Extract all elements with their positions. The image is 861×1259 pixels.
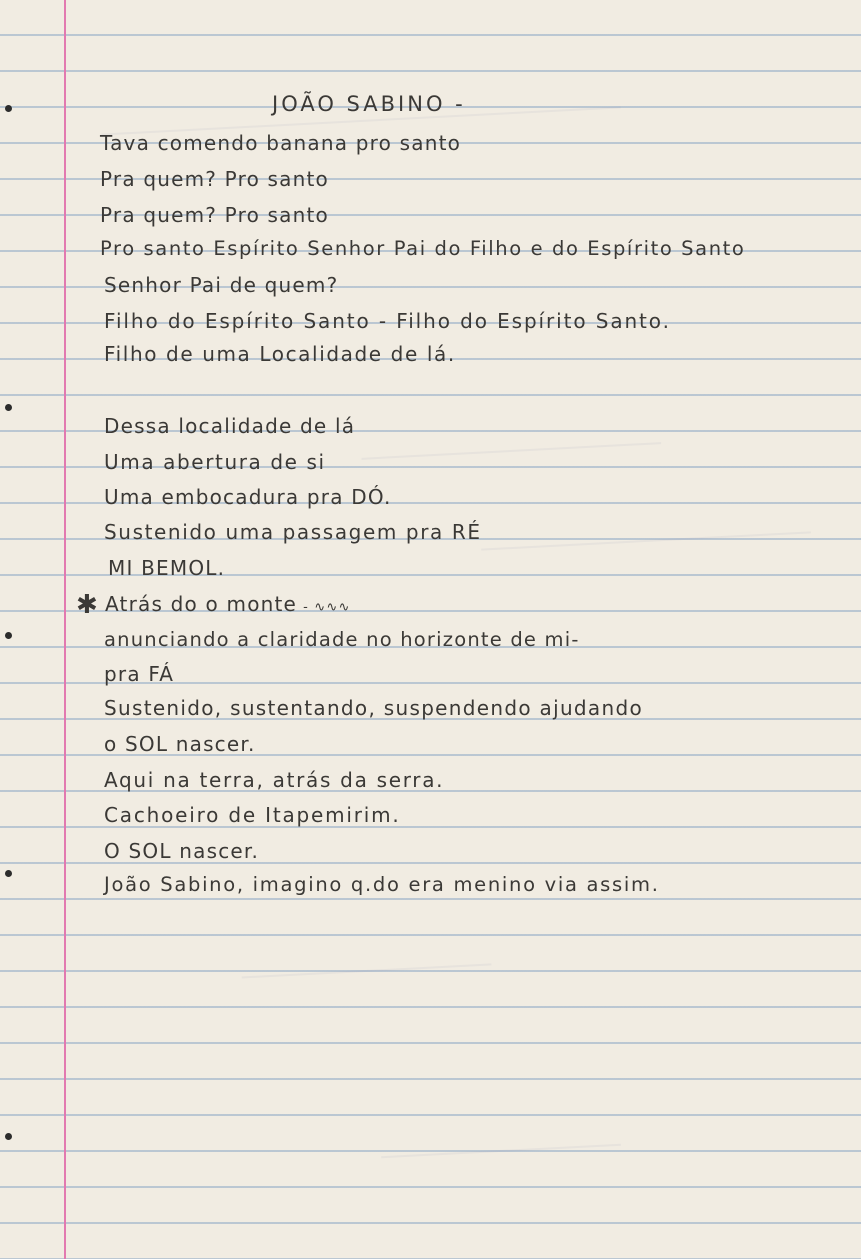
bleed-through-texture bbox=[479, 491, 811, 550]
manuscript-line: Uma embocadura pra DÓ. bbox=[104, 485, 392, 509]
manuscript-line: Sustenido uma passagem pra RÉ bbox=[104, 520, 482, 544]
manuscript-line: MI BEMOL. bbox=[108, 556, 226, 580]
manuscript-line: Tava comendo banana pro santo bbox=[100, 131, 462, 155]
manuscript-line: Aqui na terra, atrás da serra. bbox=[104, 768, 445, 792]
manuscript-line: O SOL nascer. bbox=[104, 839, 260, 863]
page-title: JOÃO SABINO - bbox=[272, 92, 466, 116]
binder-hole bbox=[5, 404, 12, 411]
manuscript-line: Sustenido, sustentando, suspendendo ajudando bbox=[104, 696, 643, 720]
manuscript-line-marked bbox=[76, 591, 351, 620]
manuscript-line: Filho de uma Localidade de lá. bbox=[104, 342, 456, 366]
manuscript-line: Pra quem? Pro santo bbox=[100, 167, 329, 191]
manuscript-line: pra FÁ bbox=[104, 662, 175, 686]
manuscript-line: Dessa localidade de lá bbox=[104, 414, 356, 438]
manuscript-line: Cachoeiro de Itapemirim. bbox=[104, 803, 401, 827]
manuscript-line: Pro santo Espírito Senhor Pai do Filho e do Espírito Santo bbox=[100, 237, 746, 260]
manuscript-line: o SOL nascer. bbox=[104, 732, 256, 756]
manuscript-line: João Sabino, imagino q.do era menino via assim. bbox=[104, 873, 660, 896]
manuscript-line-text: Atrás do o monte bbox=[105, 592, 298, 616]
bleed-through-texture bbox=[379, 1104, 621, 1159]
asterisk-mark: ✱ bbox=[76, 590, 99, 620]
bleed-through-texture bbox=[239, 904, 492, 979]
binder-hole bbox=[5, 632, 12, 639]
manuscript-line: anunciando a claridade no horizonte de mi- bbox=[104, 628, 580, 651]
manuscript-line: Senhor Pai de quem? bbox=[104, 273, 339, 297]
binder-hole bbox=[5, 1133, 12, 1140]
manuscript-line: Pra quem? Pro santo bbox=[100, 203, 329, 227]
squiggle-mark: - ∿∿∿ bbox=[303, 600, 351, 615]
manuscript-line: Filho do Espírito Santo - Filho do Espírito Santo. bbox=[104, 309, 671, 333]
manuscript-line: Uma abertura de si bbox=[104, 450, 326, 474]
margin-line bbox=[64, 0, 66, 1259]
binder-hole bbox=[5, 105, 12, 112]
binder-hole bbox=[5, 870, 12, 877]
bleed-through-texture bbox=[359, 392, 661, 460]
